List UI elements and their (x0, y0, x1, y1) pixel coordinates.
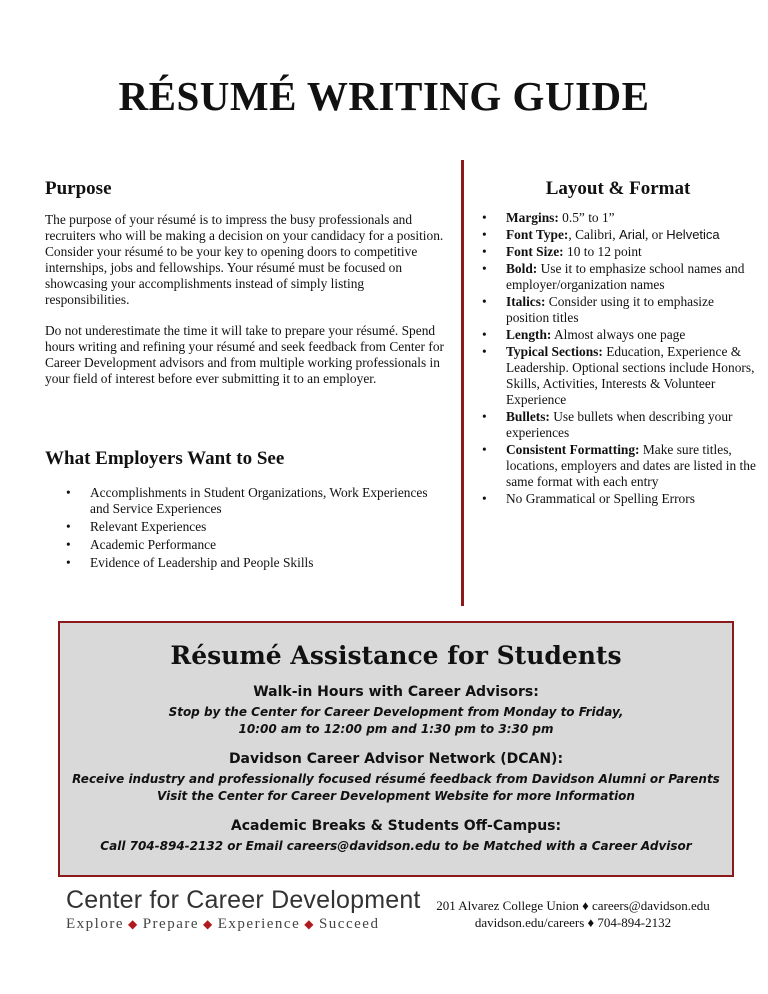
item-font-sample: Arial (618, 227, 645, 242)
list-item: • Academic Performance (66, 537, 436, 553)
contact-line-2: davidson.edu/careers ♦ 704-894-2132 (474, 915, 672, 930)
list-item: • Evidence of Leadership and People Skills (66, 555, 436, 571)
item-label: Bold: (506, 261, 538, 276)
tagline-word: Experience (217, 916, 301, 932)
tagline-word: Succeed (318, 916, 380, 932)
layout-list (478, 210, 758, 507)
purpose-paragraph-1: The purpose of your résumé is to impress the busy professionals and recruiters who will be making a decision on your candidacy for a position. Consider your résumé to be your key to opening doors to competitive internships, jobs and fellowships. Your résumé must be focused on showcasing your accomplishments instead of simply listing responsibilities. (45, 212, 444, 307)
layout-heading: Layout & Format (545, 178, 691, 199)
tagline-word: Explore (66, 916, 124, 932)
assistance-box (58, 621, 734, 877)
walkin-heading: Walk-in Hours with Career Advisors: (253, 684, 539, 700)
list-item (478, 442, 758, 490)
item-text: Education, Experience & Leadership. Optional sections include Honors, Skills, Activities, Interests & Volunteer Experience (506, 344, 755, 407)
item-text: Make sure titles, locations, employers and dates are listed in the same format with each entry (506, 442, 756, 489)
diamond-icon: ◆ (203, 917, 214, 931)
list-item (478, 344, 758, 408)
item-text: Use it to emphasize school names and employer/organization names (506, 261, 745, 292)
walkin-line-2: 10:00 am to 12:00 pm and 1:30 pm to 3:30 pm (238, 722, 554, 736)
tagline-word: Prepare (142, 916, 200, 932)
item-text: No Grammatical or Spelling Errors (506, 491, 695, 506)
footer-contact (408, 897, 738, 931)
assistance-title: Résumé Assistance for Students (170, 641, 622, 670)
item-text: 0.5” to 1” (558, 210, 615, 225)
page-title: RÉSUMÉ WRITING GUIDE (118, 73, 650, 119)
footer-logo (66, 886, 421, 933)
item-text: 10 to 12 point (563, 244, 642, 259)
layout-format-section (478, 178, 758, 508)
list-item (478, 261, 758, 293)
purpose-paragraph-2: Do not underestimate the time it will take to prepare your résumé. Spend hours writing and refining your résumé and seek feedback from Center for Career Development advisors and from multiple working professionals in your field of interest before ever submitting it to an employer. (45, 323, 444, 386)
dcan-section (60, 751, 732, 805)
purpose-heading: Purpose (45, 178, 112, 199)
dcan-heading: Davidson Career Advisor Network (DCAN): (228, 751, 564, 767)
item-label: Font Type: (506, 227, 569, 242)
item-text: , or (644, 227, 667, 242)
item-label: Italics: (506, 294, 546, 309)
item-label: Bullets: (506, 409, 550, 424)
list-item (478, 210, 758, 226)
item-label: Margins: (506, 210, 559, 225)
list-item (478, 227, 758, 243)
brand-name: Center for Career Development (66, 886, 421, 914)
item-font-sample: Helvetica (666, 227, 720, 242)
list-item: • Accomplishments in Student Organizations, Work Experiences and Service Experiences (66, 485, 436, 517)
item-label: Length: (506, 327, 552, 342)
item-label: Font Size: (506, 244, 564, 259)
column-divider (461, 160, 464, 606)
item-label: Typical Sections: (506, 344, 603, 359)
contact-line-1: 201 Alvarez College Union ♦ careers@davidson.edu (436, 898, 710, 913)
diamond-icon: ◆ (304, 917, 315, 931)
walkin-section (60, 684, 732, 738)
item-text: Consider using it to emphasize position titles (506, 294, 714, 325)
employers-heading: What Employers Want to See (45, 448, 285, 469)
dcan-line-2: Visit the Center for Career Development Website for more Information (157, 789, 635, 803)
breaks-line-1: Call 704-894-2132 or Email careers@davidson.edu to be Matched with a Career Advisor (100, 839, 692, 853)
item-text: , Calibri, (568, 227, 619, 242)
list-item: • Relevant Experiences (66, 519, 436, 535)
employers-list (66, 485, 436, 573)
item-text: Use bullets when describing your experiences (506, 409, 733, 440)
item-label: Consistent Formatting: (506, 442, 640, 457)
brand-tagline (66, 916, 421, 933)
list-item (478, 409, 758, 441)
list-item (478, 491, 758, 507)
purpose-section (45, 178, 445, 402)
list-item (478, 294, 758, 326)
walkin-line-1: Stop by the Center for Career Development from Monday to Friday, (168, 705, 624, 719)
item-text: Almost always one page (551, 327, 686, 342)
diamond-icon: ◆ (127, 917, 139, 931)
list-item (478, 244, 758, 260)
dcan-line-1: Receive industry and professionally focused résumé feedback from Davidson Alumni or Parents (72, 772, 720, 786)
list-item (478, 327, 758, 343)
breaks-heading: Academic Breaks & Students Off-Campus: (230, 818, 562, 834)
breaks-section (60, 818, 732, 855)
